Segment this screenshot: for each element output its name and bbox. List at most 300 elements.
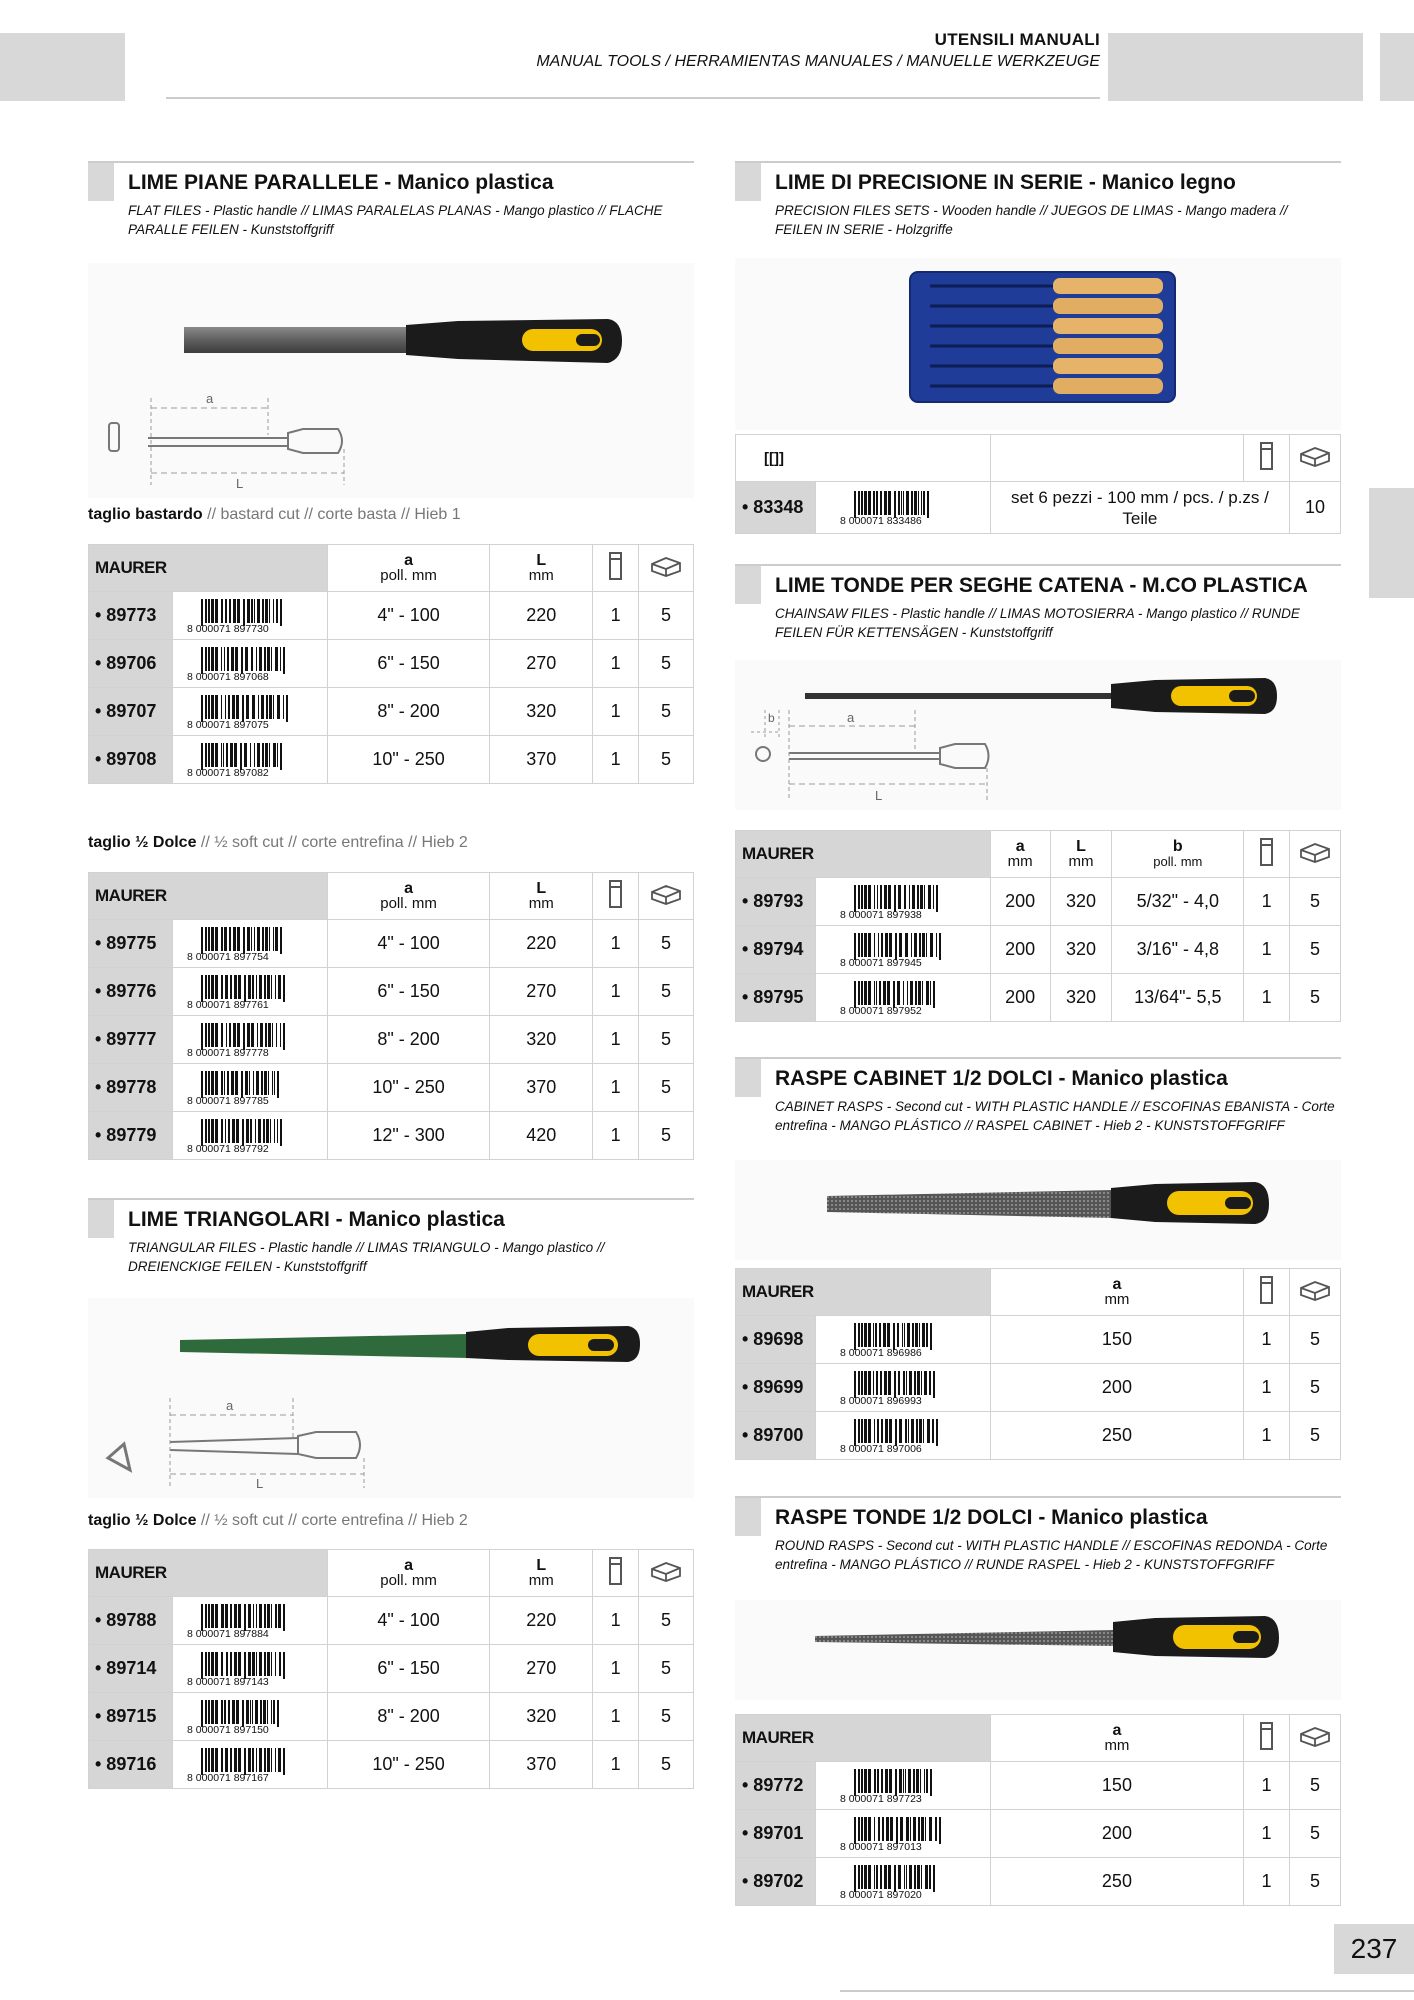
barcode-bar <box>251 927 252 951</box>
barcode-bar <box>228 1700 230 1724</box>
barcode-bar <box>260 1023 263 1047</box>
barcode-bar <box>936 933 937 957</box>
barcode-number: 8 000071 897884 <box>186 1627 269 1639</box>
barcode-bar <box>868 933 871 957</box>
barcode-bar <box>211 743 214 767</box>
product-code: • 89715 <box>89 1693 173 1741</box>
brand-logo: MAURER <box>736 831 991 878</box>
barcode-bar <box>211 975 214 999</box>
barcode-bar <box>861 1769 863 1793</box>
barcode-number: 8 000071 897020 <box>839 1888 922 1900</box>
barcode-bar <box>211 1071 214 1095</box>
table-row <box>89 1741 694 1789</box>
cell-size: 6" - 150 <box>327 968 490 1016</box>
barcode-bar <box>861 885 863 909</box>
barcode-bar <box>919 1419 922 1443</box>
chainsaw-files-table: MAURER a mm L mm b poll. mm • 89793 8 000071 897938 200 320 5/32" - 4,0 1 5 • 89794 8 000071 897945 200 320 3/16" - 4,8 1 5 • 89795 8 000071 897952 200 320 13/64"- 5,5 1 5 <box>735 830 1341 1022</box>
cell-b: 5 <box>639 1112 694 1160</box>
barcode-bar <box>904 1865 905 1889</box>
cut-type-label: taglio ½ Dolce // ½ soft cut // corte entrefina // Hieb 2 <box>88 1512 468 1529</box>
page-number: 237 <box>1334 1924 1414 1974</box>
barcode-bar <box>201 695 203 722</box>
barcode-bar <box>858 1817 860 1841</box>
cell-size: 8" - 200 <box>327 688 490 736</box>
barcode-graphic <box>185 598 315 634</box>
cell-q: 1 <box>593 1645 639 1693</box>
barcode-bar <box>858 885 860 909</box>
barcode-bar <box>286 695 288 722</box>
flat-file-image <box>88 263 694 498</box>
footer-rule <box>840 1990 1414 1992</box>
barcode-bar <box>936 1419 938 1446</box>
barcode-bar <box>273 927 274 951</box>
barcode-bar <box>253 1604 254 1628</box>
barcode-bar <box>906 1817 909 1841</box>
barcode-bar <box>211 695 214 719</box>
cell-l: 320 <box>1050 926 1112 974</box>
barcode-bar <box>215 927 218 951</box>
barcode-bar <box>911 933 912 957</box>
unit-bar-icon <box>593 545 639 592</box>
product-code: • 89699 <box>736 1364 816 1412</box>
barcode-bar <box>929 1817 932 1841</box>
section-cabinet-rasps <box>735 1057 1341 1135</box>
barcode-bar <box>280 647 281 671</box>
barcode-bar <box>246 1700 249 1724</box>
barcode-bar <box>236 1119 239 1143</box>
barcode-bar <box>888 491 891 515</box>
barcode-bar <box>201 1604 203 1631</box>
barcode-bar <box>921 1865 922 1889</box>
barcode-bar <box>245 647 248 671</box>
barcode-bar <box>205 743 207 767</box>
barcode-bar <box>932 1419 934 1443</box>
barcode-graphic <box>185 974 315 1010</box>
cell-size: 8" - 200 <box>327 1693 490 1741</box>
cell-q: 1 <box>593 1693 639 1741</box>
product-code: • 89794 <box>736 926 816 974</box>
barcode-bar <box>881 1419 883 1443</box>
section-subtitle: PRECISION FILES SETS - Wooden handle // JUEGOS DE LIMAS - Mango madera // FEILEN IN SERIE - Holzgriffe <box>775 203 1288 237</box>
barcode-bar <box>888 885 891 909</box>
product-code: • 89788 <box>89 1597 173 1645</box>
barcode-bar <box>269 927 270 951</box>
barcode-number: 8 000071 896993 <box>839 1394 922 1406</box>
barcode-bar <box>234 1604 237 1628</box>
barcode-bar <box>887 1323 890 1347</box>
barcode-bar <box>250 743 251 767</box>
section-marker <box>735 1059 761 1097</box>
barcode-graphic <box>838 1768 968 1804</box>
triangular-files-table: MAURER a poll. mm L mm • 89788 8 000071 897884 4" - 100 220 1 5 • 89714 8 000071 897143 6" - 150 270 1 5 • 89715 8 000071 897150 8" - 200 320 1 5 • 89716 8 000071 897167 10" - 250 370 1 5 <box>88 1549 694 1789</box>
barcode-bar <box>874 1769 876 1793</box>
barcode-bar <box>874 981 875 1005</box>
set-symbol: [[]] <box>736 435 991 482</box>
barcode <box>815 974 990 1022</box>
barcode-bar <box>266 1119 269 1143</box>
barcode-bar <box>884 1371 887 1395</box>
barcode-bar <box>861 933 863 957</box>
barcode-bar <box>917 1865 920 1889</box>
table-row <box>89 640 694 688</box>
cell-b: 5 <box>639 736 694 784</box>
barcode-bar <box>205 695 207 719</box>
table-row <box>89 1112 694 1160</box>
triangular-file-illustration <box>88 1298 694 1498</box>
barcode-bar <box>901 491 902 515</box>
barcode-bar <box>257 743 260 767</box>
barcode-bar <box>201 1700 203 1727</box>
product-code: • 89775 <box>89 920 173 968</box>
barcode-bar <box>211 1604 214 1628</box>
barcode-bar <box>895 1769 897 1796</box>
box-glyph <box>649 554 683 578</box>
barcode-bar <box>215 1604 218 1628</box>
barcode-bar <box>854 491 856 518</box>
barcode-bar <box>254 743 255 767</box>
box-icon <box>639 1550 694 1597</box>
barcode-bar <box>272 1023 273 1047</box>
barcode-bar <box>221 1700 223 1724</box>
barcode-bar <box>876 981 877 1005</box>
barcode-bar <box>854 1817 856 1844</box>
table-row <box>89 1016 694 1064</box>
barcode-bar <box>205 1023 207 1047</box>
barcode-bar <box>257 927 260 951</box>
barcode-bar <box>256 1071 259 1095</box>
barcode-graphic <box>185 1603 315 1639</box>
barcode-number: 8 000071 897754 <box>186 950 269 962</box>
cell-bdim: 13/64"- 5,5 <box>1112 974 1244 1022</box>
barcode-bar <box>858 1419 860 1443</box>
barcode-bar <box>208 743 210 767</box>
barcode-bar <box>908 1419 909 1443</box>
barcode-bar <box>221 695 222 719</box>
barcode-bar <box>854 1419 856 1446</box>
barcode-bar <box>250 1700 251 1724</box>
barcode-bar <box>208 1071 210 1095</box>
product-code: • 89795 <box>736 974 816 1022</box>
barcode-bar <box>221 599 223 623</box>
barcode <box>172 736 327 784</box>
barcode-bar <box>205 975 207 999</box>
barcode-bar <box>230 1604 232 1628</box>
barcode-bar <box>930 981 931 1005</box>
section-chainsaw-files <box>735 564 1341 642</box>
barcode-bar <box>917 1371 920 1395</box>
barcode-bar <box>275 1604 277 1628</box>
cell-l: 420 <box>490 1112 593 1160</box>
dim-b-label: b <box>768 711 775 725</box>
barcode-bar <box>256 647 257 671</box>
barcode-bar <box>264 1748 266 1772</box>
precision-files-table <box>735 434 1341 534</box>
barcode-bar <box>874 933 875 957</box>
barcode-bar <box>908 1769 911 1793</box>
barcode-number: 8 000071 897075 <box>186 718 269 730</box>
cell-l: 320 <box>490 1693 593 1741</box>
barcode-bar <box>201 743 203 770</box>
barcode-bar <box>257 1023 258 1047</box>
barcode-bar <box>267 1748 270 1772</box>
section-precision-files <box>735 161 1341 239</box>
flat-file-illustration <box>88 263 694 498</box>
barcode-bar <box>236 695 239 719</box>
barcode-bar <box>248 1748 251 1772</box>
barcode-bar <box>231 1071 234 1095</box>
barcode-bar <box>929 1865 931 1889</box>
barcode-bar <box>246 695 249 719</box>
barcode-bar <box>225 1604 228 1628</box>
barcode-bar <box>211 1652 214 1676</box>
barcode-bar <box>273 1700 275 1724</box>
barcode-bar <box>926 1323 928 1347</box>
cell-b: 5 <box>639 1016 694 1064</box>
barcode-bar <box>201 975 203 1002</box>
barcode-bar <box>873 1323 874 1347</box>
barcode-bar <box>885 1769 888 1793</box>
box-glyph <box>1298 1278 1332 1302</box>
barcode-bar <box>906 1865 907 1889</box>
barcode-bar <box>221 975 223 999</box>
barcode-bar <box>894 1371 896 1398</box>
barcode-number: 8 000071 897761 <box>186 998 269 1010</box>
barcode-bar <box>274 1119 275 1143</box>
barcode-bar <box>205 1604 207 1628</box>
cell-l: 220 <box>490 920 593 968</box>
barcode-bar <box>234 975 237 999</box>
cell-a: 200 <box>990 1810 1243 1858</box>
product-code: • 89777 <box>89 1016 173 1064</box>
cell-l: 320 <box>490 688 593 736</box>
barcode-bar <box>854 981 856 1008</box>
cell-a: 200 <box>990 974 1050 1022</box>
cell-q: 1 <box>1244 1858 1290 1906</box>
barcode-bar <box>205 1700 207 1724</box>
barcode-bar <box>877 1419 879 1443</box>
cell-b: 5 <box>639 1064 694 1112</box>
cell-size: 12" - 300 <box>327 1112 490 1160</box>
barcode-bar <box>208 647 210 671</box>
barcode-bar <box>277 695 280 719</box>
barcode-bar <box>854 1769 856 1796</box>
barcode-bar <box>254 599 255 623</box>
barcode-bar <box>211 647 214 671</box>
barcode-bar <box>926 1769 928 1793</box>
barcode-bar <box>894 1865 896 1892</box>
barcode-bar <box>267 1700 268 1724</box>
barcode-bar <box>880 885 882 909</box>
barcode-bar <box>221 743 222 767</box>
right-header-bar <box>1108 33 1363 101</box>
barcode-bar <box>883 1323 886 1347</box>
barcode-bar <box>876 1371 878 1395</box>
barcode-bar <box>920 885 923 909</box>
barcode-bar <box>201 1119 203 1146</box>
barcode-bar <box>864 981 867 1005</box>
cell-size: 4" - 100 <box>327 592 490 640</box>
barcode-graphic <box>185 646 315 682</box>
barcode-bar <box>916 1769 919 1793</box>
barcode-bar <box>208 695 210 719</box>
header-rule <box>166 97 1100 99</box>
barcode-bar <box>278 1748 281 1772</box>
barcode-bar <box>874 1865 875 1889</box>
barcode-bar <box>861 1419 863 1443</box>
barcode-bar <box>864 1371 867 1395</box>
barcode-graphic <box>185 742 315 778</box>
cell-q: 1 <box>1244 878 1290 926</box>
product-code: • 89708 <box>89 736 173 784</box>
barcode-bar <box>877 885 878 909</box>
box-qty: 10 <box>1290 482 1341 534</box>
barcode-bar <box>242 695 244 722</box>
cell-q: 1 <box>593 592 639 640</box>
barcode-bar <box>894 885 896 912</box>
barcode-bar <box>905 1419 907 1443</box>
barcode-bar <box>868 981 871 1005</box>
barcode-bar <box>923 1419 924 1443</box>
barcode-bar <box>925 1865 928 1889</box>
product-code: • 89772 <box>736 1762 816 1810</box>
barcode-bar <box>280 599 282 626</box>
table-row <box>736 482 1341 534</box>
barcode-bar <box>227 1071 229 1095</box>
barcode-bar <box>898 1865 901 1889</box>
cell-b: 5 <box>1290 926 1341 974</box>
barcode-bar <box>208 1652 210 1676</box>
barcode-bar <box>882 1817 884 1841</box>
barcode-bar <box>241 1071 243 1098</box>
barcode-bar <box>273 743 276 767</box>
barcode-bar <box>235 1071 238 1095</box>
barcode-bar <box>215 1023 218 1047</box>
section-flat-files <box>88 161 694 239</box>
barcode-bar <box>271 1700 272 1724</box>
barcode-bar <box>884 885 887 909</box>
section-title: LIME DI PRECISIONE IN SERIE - Manico legno <box>775 171 1236 194</box>
table-row <box>736 926 1341 974</box>
flat-files-soft-table: MAURER a poll. mm L mm • 89775 8 000071 897754 4" - 100 220 1 5 • 89776 8 000071 897761 6" - 150 270 1 5 • 89777 8 000071 897778 8" - 200 320 1 5 • 89778 8 000071 897785 10" - 250 370 1 5 • 89779 8 000071 897792 12" - 300 420 1 5 <box>88 872 694 1160</box>
cell-q: 1 <box>1244 1810 1290 1858</box>
barcode-bar <box>201 1748 203 1775</box>
barcode-bar <box>264 1071 267 1095</box>
barcode-bar <box>277 743 278 767</box>
barcode-bar <box>243 927 245 954</box>
cell-q: 1 <box>593 736 639 784</box>
cell-l: 370 <box>490 1741 593 1789</box>
barcode-bar <box>907 1323 910 1347</box>
barcode-number: 8 000071 897778 <box>186 1046 269 1058</box>
barcode <box>815 1858 990 1906</box>
barcode <box>815 1810 990 1858</box>
barcode-bar <box>905 1769 906 1793</box>
barcode-bar <box>221 1748 223 1772</box>
barcode-bar <box>919 1323 920 1347</box>
barcode-bar <box>244 743 247 767</box>
barcode-bar <box>264 975 266 999</box>
barcode-bar <box>252 695 255 719</box>
cell-l: 270 <box>490 1645 593 1693</box>
barcode-graphic <box>185 1118 315 1154</box>
barcode-bar <box>276 599 278 623</box>
barcode <box>172 1112 327 1160</box>
cell-bdim: 5/32" - 4,0 <box>1112 878 1244 926</box>
barcode-bar <box>899 933 902 957</box>
table-row <box>89 1064 694 1112</box>
section-marker <box>88 1200 114 1238</box>
product-code: • 89698 <box>736 1316 816 1364</box>
barcode-bar <box>854 1865 856 1892</box>
set-description: set 6 pezzi - 100 mm / pcs. / p.zs / Teile <box>990 482 1289 534</box>
brand-logo: MAURER <box>736 1715 991 1762</box>
barcode-bar <box>858 491 860 515</box>
cell-q: 1 <box>593 1597 639 1645</box>
barcode-bar <box>228 1119 230 1143</box>
barcode <box>172 1645 327 1693</box>
barcode-bar <box>277 1700 279 1727</box>
barcode-bar <box>256 1652 257 1676</box>
unit-bar-icon <box>1244 1269 1290 1316</box>
dim-l-label: L <box>256 1476 264 1491</box>
barcode-number: 8 000071 897938 <box>839 908 922 920</box>
box-glyph <box>1298 840 1332 864</box>
barcode <box>172 1064 327 1112</box>
barcode-bar <box>858 1371 860 1395</box>
barcode-bar <box>259 1748 262 1772</box>
barcode-bar <box>899 1769 902 1793</box>
barcode-bar <box>283 1652 285 1679</box>
barcode-bar <box>913 1817 916 1841</box>
barcode <box>815 1316 990 1364</box>
barcode-bar <box>903 981 904 1005</box>
barcode-bar <box>264 647 266 671</box>
barcode-bar <box>864 1323 867 1347</box>
barcode-bar <box>874 1817 875 1841</box>
barcode-number: 8 000071 897082 <box>186 766 269 778</box>
barcode-graphic <box>185 1022 315 1058</box>
barcode-bar <box>885 933 888 957</box>
product-code: • 89714 <box>89 1645 173 1693</box>
barcode-bar <box>858 1865 860 1889</box>
table-row <box>736 1316 1341 1364</box>
unit-bar-glyph <box>608 1557 624 1585</box>
header-category: UTENSILI MANUALI <box>934 30 1100 49</box>
barcode-bar <box>868 1817 871 1841</box>
left-header-bar <box>0 33 125 101</box>
barcode-bar <box>244 1652 246 1679</box>
box-icon <box>1290 831 1341 878</box>
barcode-number: 8 000071 897143 <box>186 1675 269 1687</box>
product-code: • 89773 <box>89 592 173 640</box>
product-code: • 89778 <box>89 1064 173 1112</box>
barcode-bar <box>902 1323 903 1347</box>
barcode-bar <box>244 1604 246 1631</box>
barcode-bar <box>906 1371 907 1395</box>
barcode <box>815 878 990 926</box>
barcode-bar <box>225 1748 228 1772</box>
barcode-bar <box>273 599 274 623</box>
cell-a: 200 <box>990 926 1050 974</box>
barcode-bar <box>878 933 879 957</box>
barcode-bar <box>237 599 240 623</box>
barcode-bar <box>221 1023 223 1047</box>
cut-type-label: taglio ½ Dolce // ½ soft cut // corte entrefina // Hieb 2 <box>88 834 468 851</box>
barcode-bar <box>215 1119 218 1143</box>
barcode-bar <box>225 599 227 623</box>
barcode-bar <box>893 981 895 1008</box>
barcode-bar <box>939 933 941 960</box>
